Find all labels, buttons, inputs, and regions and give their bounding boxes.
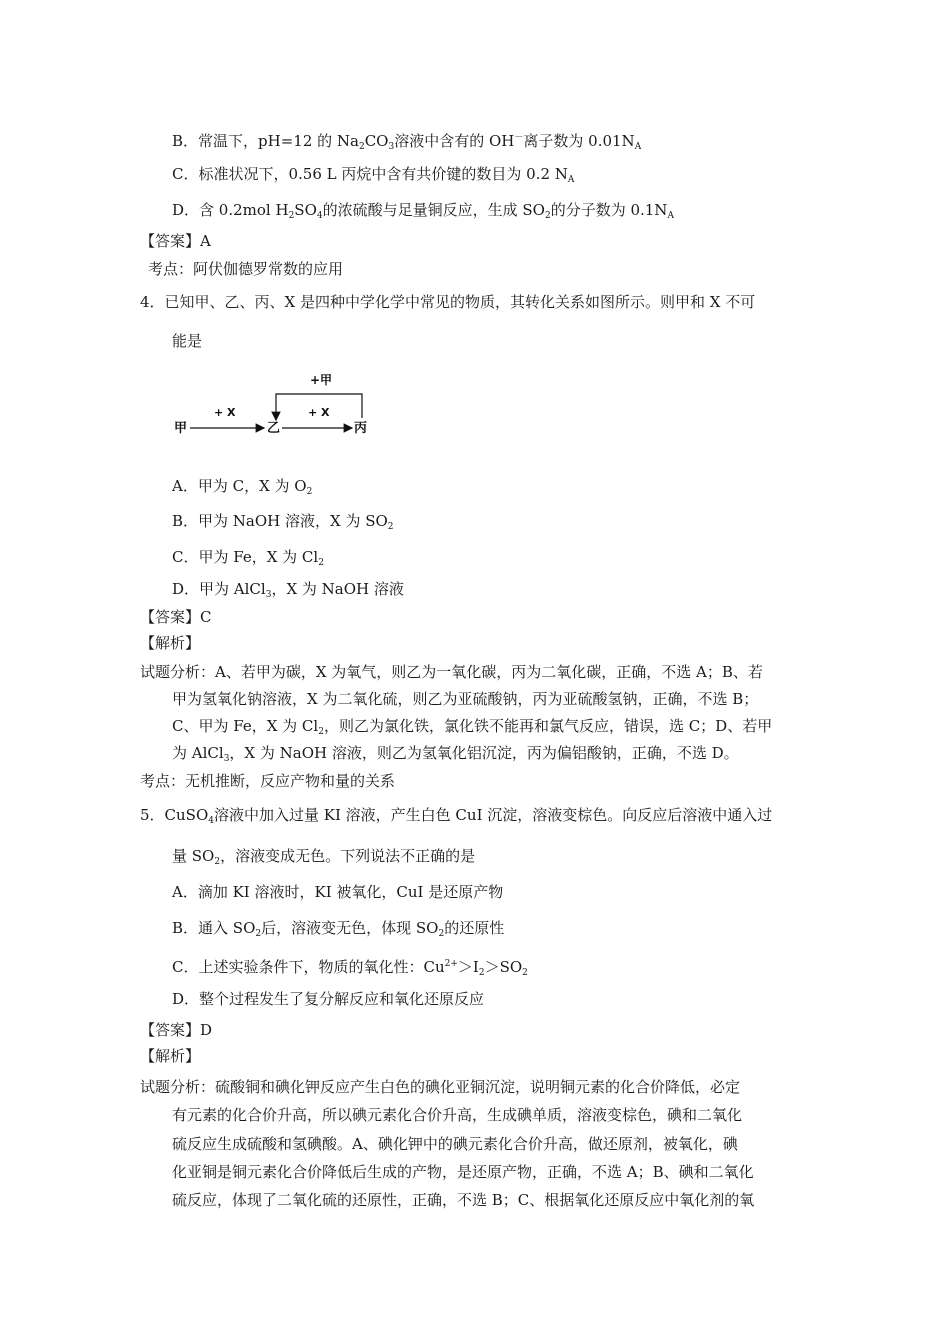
conversion-diagram (172, 364, 382, 442)
q4-analysis-line2: 甲为氢氧化钠溶液，X 为二氧化硫，则乙为亚硫酸钠，丙为亚硫酸氢钠，正确，不选 B； (172, 690, 759, 708)
q3-option-b: B．常温下，pH=12 的 $Na_2CO_3$溶液中含有的 OH－离子数为 $0.01N_A$ (172, 132, 642, 152)
q3-kaodian: 考点：阿伏伽德罗常数的应用 (148, 260, 344, 278)
q4-option-d: D．甲为 AlCl$_3$，X 为 NaOH 溶液 (172, 580, 404, 600)
q5-stem-line2: 量 $SO_2$，溶液变成无色。下列说法不正确的是 (172, 847, 476, 867)
q4-stem-line1: 4．已知甲、乙、丙、X 是四种中学化学中常见的物质，其转化关系如图所示。则甲和 X 不可 (140, 293, 756, 311)
q5-option-d: D．整个过程发生了复分解反应和氧化还原反应 (172, 990, 485, 1008)
q5-stem-line1: 5．CuSO$_4$溶液中加入过量 KI 溶液，产生白色 CuI 沉淀，溶液变棕色。向反应后溶液中通入过 (140, 806, 773, 826)
q3-answer: 【答案】A (140, 232, 211, 250)
q4-stem-line2: 能是 (172, 332, 203, 350)
q4-jiexi-heading: 【解析】 (140, 634, 201, 652)
q4-option-a: A．甲为 C，X 为 $O_2$ (172, 477, 313, 497)
q5-jiexi-heading: 【解析】 (140, 1047, 201, 1065)
diagram-label-top: +甲 (310, 373, 333, 387)
q5-analysis-line2: 有元素的化合价升高，所以碘元素化合价升高，生成碘单质，溶液变棕色，碘和二氧化 (172, 1106, 743, 1124)
q4-option-c: C．甲为 Fe，X 为 $Cl_2$ (172, 548, 324, 568)
q4-option-b: B．甲为 NaOH 溶液，X 为 $SO_2$ (172, 512, 394, 532)
q5-option-a: A．滴加 KI 溶液时，KI 被氧化，CuI 是还原产物 (172, 883, 504, 901)
q5-analysis-line3: 硫反应生成硫酸和氢碘酸。A、碘化钾中的碘元素化合价升高，做还原剂，被氧化，碘 (172, 1135, 738, 1153)
diagram-label-yi: 乙 (267, 421, 281, 436)
q5-option-c: C．上述实验条件下，物质的氧化性：$Cu^{2+}>I_2>SO_2$ (172, 958, 528, 978)
q5-analysis-line4: 化亚铜是铜元素化合价降低后生成的产物，是还原产物，正确，不选 A；B、碘和二氧化 (172, 1163, 754, 1181)
q4-analysis-line1: 试题分析：A、若甲为碳，X 为氧气，则乙为一氧化碳，丙为二氧化碳，正确，不选 A；B、若 (140, 663, 763, 681)
diagram-label-bing: 丙 (354, 421, 368, 436)
q5-option-b: B．通入 $SO_2$后，溶液变无色，体现 $SO_2$的还原性 (172, 919, 505, 939)
q4-analysis-line4: 为 AlCl$_3$，X 为 NaOH 溶液，则乙为氢氧化铝沉淀，丙为偏铝酸钠，正确，不选 D。 (172, 744, 739, 764)
q5-analysis-line1: 试题分析：硫酸铜和碘化钾反应产生白色的碘化亚铜沉淀，说明铜元素的化合价降低，必定 (140, 1078, 741, 1096)
diagram-label-x2: + X (308, 406, 330, 419)
q4-answer: 【答案】C (140, 608, 212, 626)
q3-option-c: C．标准状况下，0.56 L 丙烷中含有共价键的数目为 0.2 $N_A$ (172, 165, 575, 185)
diagram-label-jia: 甲 (174, 421, 188, 436)
q4-analysis-line3: C、甲为 Fe，X 为 $Cl_2$，则乙为氯化铁，氯化铁不能再和氯气反应，错误，选 C；D、若甲 (172, 717, 773, 737)
q3-option-d: D．含 0.2mol $H_2SO_4$的浓硫酸与足量铜反应，生成 $SO_2$的分子数为 $0.1N_A$ (172, 201, 674, 221)
q5-analysis-line5: 硫反应，体现了二氧化硫的还原性，正确，不选 B；C、根据氧化还原反应中氧化剂的氧 (172, 1191, 755, 1209)
q4-kaodian: 考点：无机推断，反应产物和量的关系 (140, 772, 396, 790)
diagram-label-x1: + X (214, 406, 236, 419)
q5-answer: 【答案】D (140, 1021, 213, 1039)
